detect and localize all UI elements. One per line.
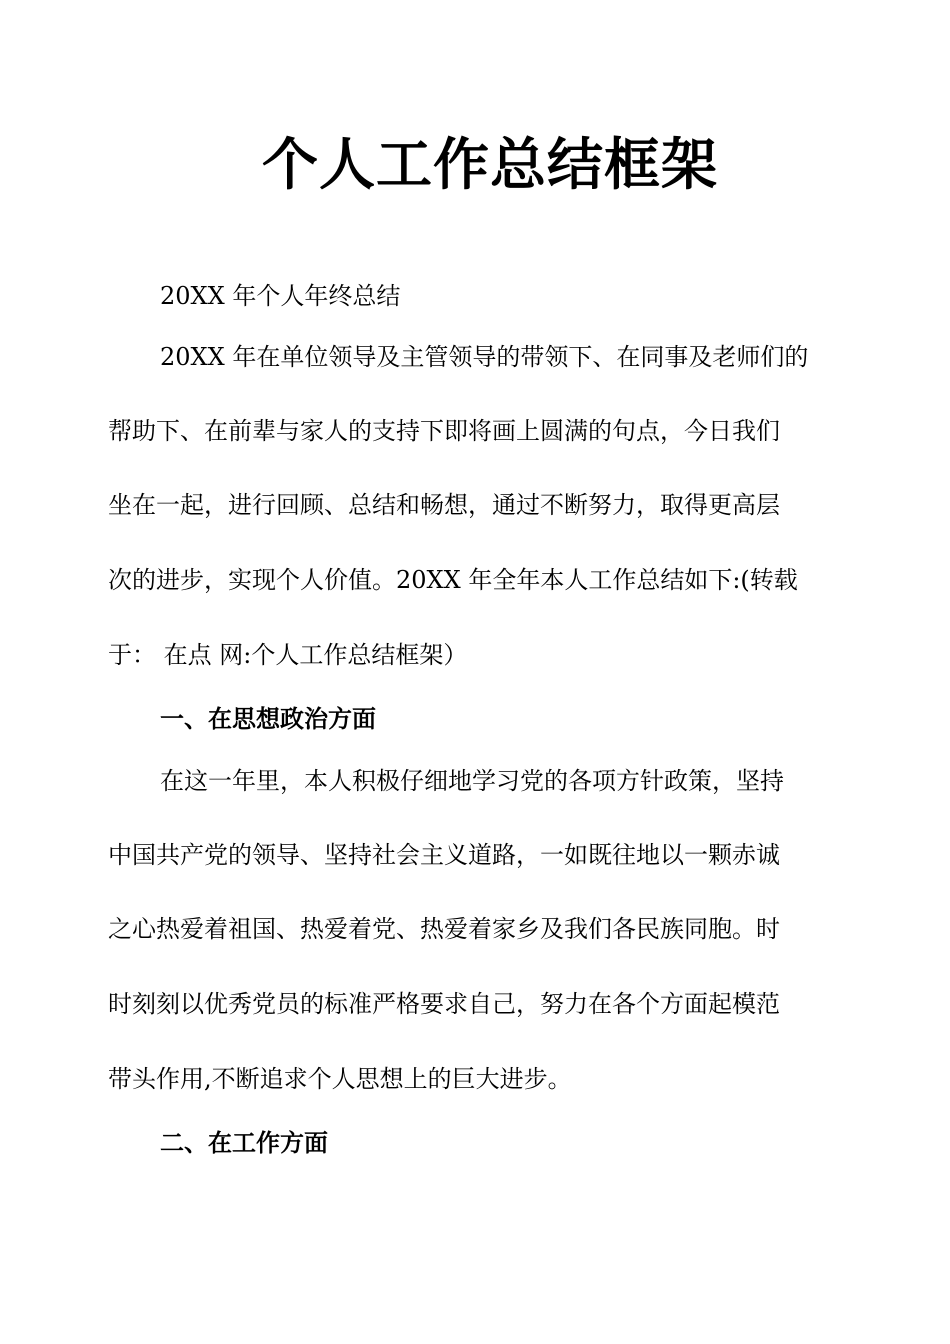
section1-line-1: 在这一年里，本人积极仔细地学习党的各项方针政策，坚持 bbox=[160, 767, 784, 795]
intro-line-4: 次的进步，实现个人价值。20XX 年全年本人工作总结如下:(转载 bbox=[108, 566, 798, 594]
document-title: 个人工作总结框架 bbox=[262, 133, 718, 198]
section-heading-politics: 一、在思想政治方面 bbox=[160, 705, 376, 733]
intro-line-3: 坐在一起，进行回顾、总结和畅想，通过不断努力，取得更高层 bbox=[108, 491, 780, 519]
intro-line-2: 帮助下、在前辈与家人的支持下即将画上圆满的句点，今日我们 bbox=[108, 417, 780, 445]
subtitle-line: 20XX 年个人年终总结 bbox=[160, 282, 401, 310]
section1-line-2: 中国共产党的领导、坚持社会主义道路，一如既往地以一颗赤诚 bbox=[108, 841, 780, 869]
intro-line-1: 20XX 年在单位领导及主管领导的带领下、在同事及老师们的 bbox=[160, 343, 809, 371]
section1-line-3: 之心热爱着祖国、热爱着党、热爱着家乡及我们各民族同胞。时 bbox=[108, 915, 780, 943]
intro-line-5: 于： 在点 网:个人工作总结框架） bbox=[108, 641, 468, 669]
section1-line-5: 带头作用,不断追求个人思想上的巨大进步。 bbox=[108, 1065, 572, 1093]
section1-line-4: 时刻刻以优秀党员的标准严格要求自己，努力在各个方面起模范 bbox=[108, 990, 780, 1018]
section-heading-work: 二、在工作方面 bbox=[160, 1129, 328, 1157]
